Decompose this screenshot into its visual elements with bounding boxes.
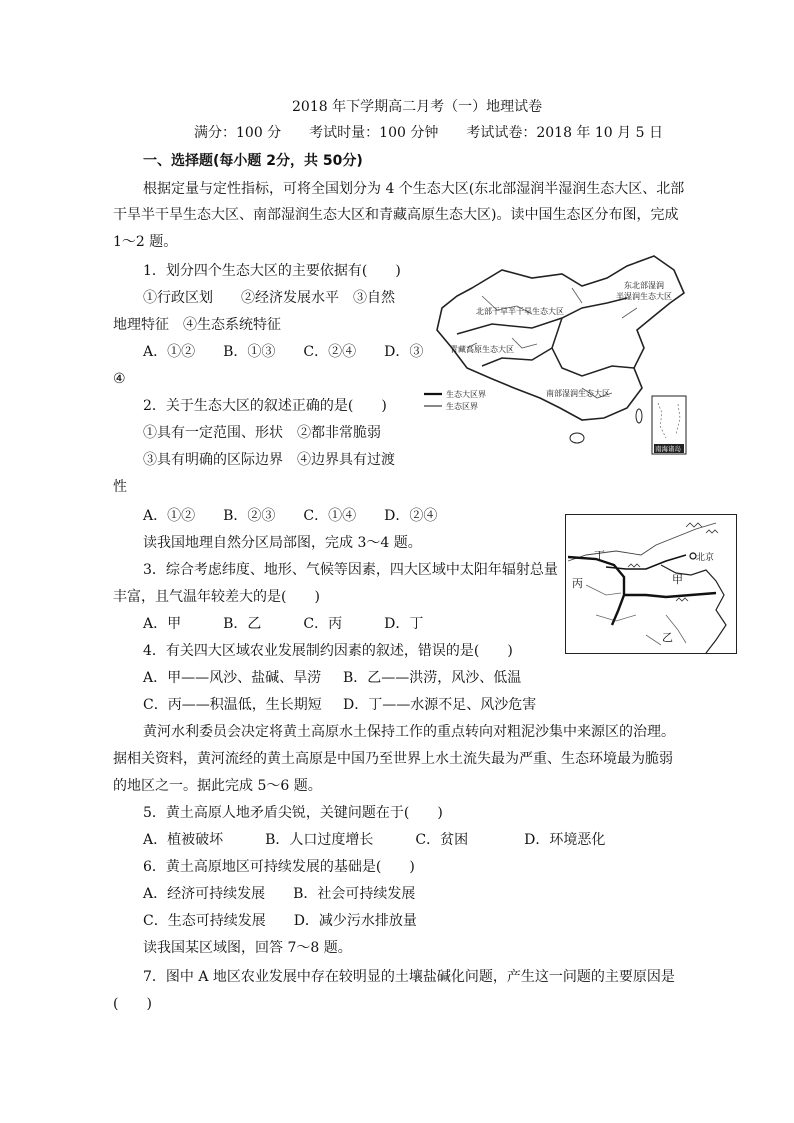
q1-options-line-1: ①行政区划 ②经济发展水平 ③自然	[143, 290, 395, 306]
intro-3-line-3: 的地区之一。据此完成 5～6 题。	[113, 778, 322, 794]
q4-option-a: A．甲——风沙、盐碱、旱涝	[143, 670, 322, 686]
intro-3-line-1: 黄河水利委员会决定将黄土高原水土保持工作的重点转向对粗泥沙集中来源区的治理。	[143, 724, 675, 740]
q7-stem-line-1: 7．图中 A 地区农业发展中存在较明显的土壤盐碱化问题，产生这一问题的主要原因是	[143, 969, 675, 985]
intro-1-line-2: 干旱半干旱生态大区、南部湿润生态大区和青藏高原生态大区)。读中国生态区分布图，完成	[113, 207, 679, 223]
regional-map	[565, 514, 737, 654]
q2-options-line-3: 性	[113, 479, 127, 495]
q4-option-b: B．乙——洪涝，风沙、低温	[343, 670, 522, 686]
map1-label-northeast-1: 东北部湿润	[624, 281, 664, 290]
legend-region-label: 生态大区界	[446, 390, 486, 399]
q5-answers: A．植被破坏 B．人口过度增长 C．贫困 D．环境恶化	[143, 832, 606, 848]
map1-label-qinghai-tibet: 青藏高原生态大区	[450, 345, 514, 354]
q7-stem-line-2: ( )	[113, 996, 152, 1012]
q5-stem: 5．黄土高原人地矛盾尖锐，关键问题在于( )	[143, 805, 443, 821]
q3-answers: A．甲 B．乙 C．丙 D．丁	[143, 616, 424, 632]
q1-stem: 1．划分四个生态大区的主要依据有( )	[143, 263, 401, 279]
q1-answers-line-2: ④	[113, 371, 126, 387]
map2-label-bing: 丙	[572, 577, 583, 590]
map1-label-northeast-2: 半湿润生态大区	[616, 292, 672, 301]
china-ecoregion-map	[422, 248, 697, 460]
intro-4: 读我国某区域图，回答 7～8 题。	[143, 940, 352, 956]
map1-label-north: 北部干旱半干旱生态大区	[476, 307, 564, 316]
q1-options-line-2: 地理特征 ④生态系统特征	[113, 317, 281, 333]
map2-label-beijing: 北京	[696, 553, 715, 563]
q2-stem: 2．关于生态大区的叙述正确的是( )	[143, 398, 387, 414]
exam-meta: 满分：100 分 考试时量：100 分钟 考试试卷：2018 年 10 月 5 日	[194, 125, 663, 141]
q4-option-d: D．丁——水源不足、风沙危害	[343, 697, 537, 713]
map2-label-yi: 乙	[662, 631, 673, 644]
q1-answers-line-1: A．①② B．①③ C．②④ D．③	[143, 344, 424, 360]
q2-answers: A．①② B．②③ C．①④ D．②④	[143, 508, 438, 524]
map2-label-ding: 丁	[594, 549, 605, 562]
intro-3-line-2: 据相关资料，黄河流经的黄土高原是中国乃至世界上水土流失最为严重、生态环境最为脆弱	[113, 751, 673, 767]
q6-options-cd: C．生态可持续发展 D．减少污水排放量	[143, 913, 417, 929]
exam-title: 2018 年下学期高二月考（一）地理试卷	[292, 99, 543, 115]
q4-stem: 4．有关四大区域农业发展制约因素的叙述，错误的是( )	[143, 643, 513, 659]
intro-1-line-3: 1～2 题。	[113, 234, 178, 250]
q6-options-ab: A．经济可持续发展 B．社会可持续发展	[143, 886, 416, 902]
legend-zone-label: 生态区界	[446, 402, 478, 411]
inset-label: 南海诸岛	[655, 445, 681, 453]
q3-stem-line-1: 3．综合考虑纬度、地形、气候等因素，四大区域中太阳年辐射总量	[143, 562, 558, 578]
q6-stem: 6．黄土高原地区可持续发展的基础是( )	[143, 859, 415, 875]
map2-label-jia: 甲	[672, 573, 683, 586]
intro-2: 读我国地理自然分区局部图，完成 3～4 题。	[143, 535, 422, 551]
section-heading: 一、选择题(每小题 2分，共 50分)	[143, 153, 363, 169]
q4-option-c: C．丙——积温低，生长期短	[143, 697, 322, 713]
q3-stem-line-2: 丰富，且气温年较差大的是( )	[113, 589, 320, 605]
q2-options-line-1: ①具有一定范围、形状 ②都非常脆弱	[143, 425, 381, 441]
map1-label-south: 南部湿润生态大区	[546, 389, 610, 398]
q2-options-line-2: ③具有明确的区际边界 ④边界具有过渡	[143, 452, 395, 468]
intro-1-line-1: 根据定量与定性指标，可将全国划分为 4 个生态大区(东北部湿润半湿润生态大区、北部	[143, 181, 685, 197]
